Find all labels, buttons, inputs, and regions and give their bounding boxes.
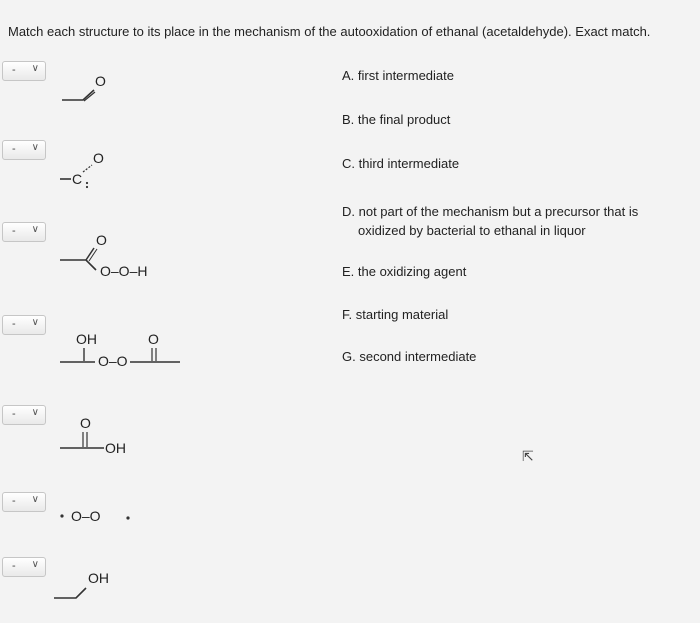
option-b: B. the final product	[342, 112, 451, 127]
structure-peroxy-hemiacetal	[50, 328, 200, 383]
match-select-7[interactable]: - ∨	[2, 557, 46, 577]
option-d	[342, 202, 638, 240]
match-select-1[interactable]: - ∨	[2, 61, 46, 81]
chevron-down-icon: ∨	[31, 407, 39, 418]
structure-label: C	[72, 171, 83, 187]
chevron-down-icon: ∨	[31, 142, 39, 153]
match-select-6[interactable]: - ∨	[2, 492, 46, 512]
chevron-down-icon: ∨	[31, 494, 39, 505]
structure-acyl-radical	[50, 145, 140, 200]
option-f: F. starting material	[342, 307, 449, 322]
match-select-2[interactable]: - ∨	[2, 140, 46, 160]
chevron-down-icon: ∨	[31, 317, 39, 328]
structure-label: OH	[105, 440, 126, 456]
structure-label: OH	[88, 570, 109, 586]
structure-label: O–O	[71, 508, 101, 524]
option-e: E. the oxidizing agent	[342, 264, 467, 279]
structure-label: O	[148, 331, 159, 347]
mouse-cursor-icon: ⇱	[522, 448, 534, 464]
structure-label: O–O–H	[100, 263, 148, 279]
structure-oxygen-diradical	[50, 503, 150, 538]
chevron-down-icon: ∨	[31, 63, 39, 74]
structure-label: OH	[76, 331, 97, 347]
structure-ethanal	[50, 64, 140, 114]
structure-peracetic-acid	[50, 228, 190, 288]
match-select-4[interactable]: - ∨	[2, 315, 46, 335]
structure-label: O	[96, 232, 107, 248]
structure-acetic-acid	[50, 414, 150, 469]
question-text: Match each structure to its place in the mechanism of the autooxidation of ethanal (acetaldehyde). Exact match.	[8, 24, 651, 39]
structure-label: O	[95, 73, 106, 89]
option-d-continuation: oxidized by bacterial to ethanal in liquor	[358, 223, 586, 238]
match-select-5[interactable]: - ∨	[2, 405, 46, 425]
structure-label: O	[93, 150, 104, 166]
option-a: A. first intermediate	[342, 68, 454, 83]
chevron-down-icon: ∨	[31, 559, 39, 570]
structure-ethanol	[50, 565, 140, 615]
option-d-label: D. not part of the mechanism but a precursor that is	[342, 204, 639, 219]
match-select-3[interactable]: - ∨	[2, 222, 46, 242]
structure-label: O	[80, 415, 91, 431]
chevron-down-icon: ∨	[31, 224, 39, 235]
option-g: G. second intermediate	[342, 349, 477, 364]
option-c: C. third intermediate	[342, 156, 460, 171]
structure-label: O–O	[98, 353, 128, 369]
